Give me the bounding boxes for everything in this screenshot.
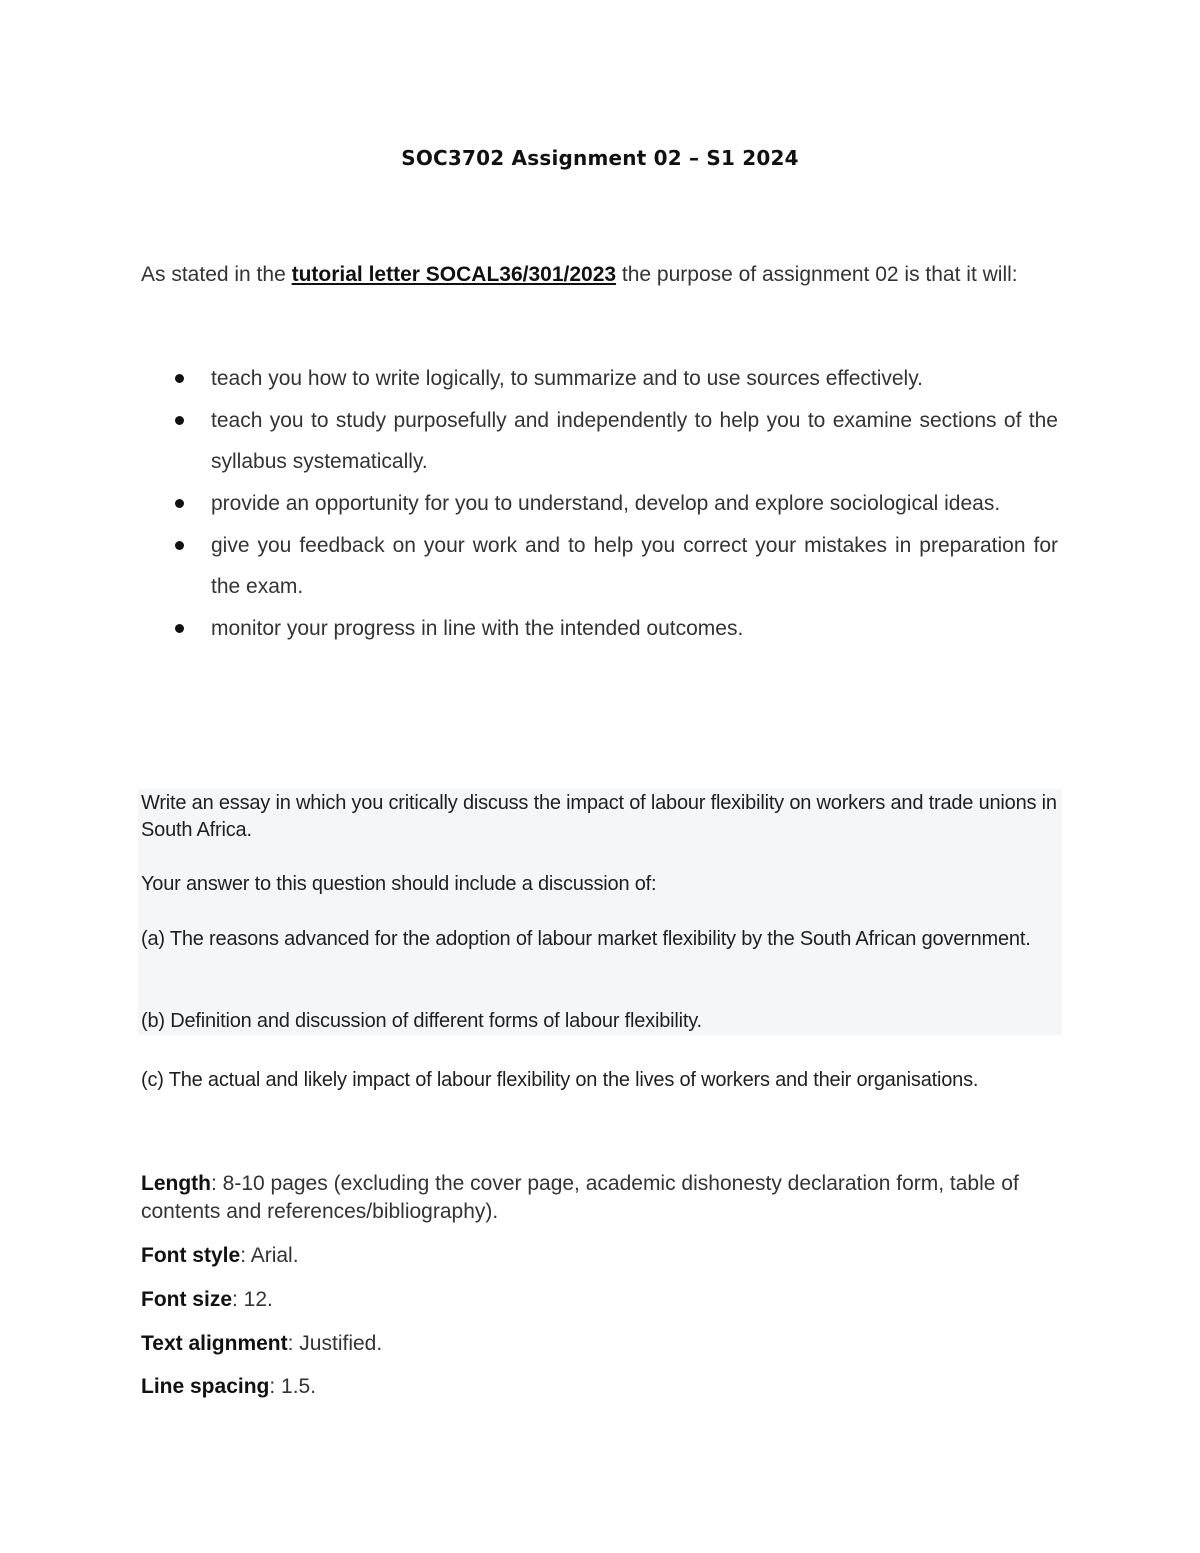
requirement-value: : Justified. xyxy=(287,1332,383,1355)
list-item: teach you how to write logically, to summarize and to use sources effectively. xyxy=(141,358,1058,399)
tutorial-letter-reference: tutorial letter SOCAL36/301/2023 xyxy=(291,263,617,286)
document-title: SOC3702 Assignment 02 – S1 2024 xyxy=(401,146,799,170)
requirement-label: Line spacing xyxy=(141,1375,270,1398)
requirement-label: Text alignment xyxy=(141,1332,288,1355)
question-part-c: (c) The actual and likely impact of labour flexibility on the lives of workers and their organisations. xyxy=(141,1069,979,1091)
requirement-label: Font style xyxy=(141,1244,241,1267)
requirement-value: : 12. xyxy=(232,1288,273,1311)
list-item: give you feedback on your work and to help you correct your mistakes in preparation for the exam. xyxy=(141,525,1058,607)
bullet-icon xyxy=(175,374,184,383)
intro-text-before: As stated in the xyxy=(141,263,292,286)
question-part-a: (a) The reasons advanced for the adoption of labour market flexibility by the South African government. xyxy=(141,928,1031,950)
list-item: provide an opportunity for you to understand, develop and explore sociological ideas. xyxy=(141,483,1058,524)
requirement-line-spacing xyxy=(141,1373,1058,1401)
question-prompt: Write an essay in which you critically discuss the impact of labour flexibility on workers and trade unions in South Africa. xyxy=(141,792,1057,841)
intro-text-after: the purpose of assignment 02 is that it will: xyxy=(616,263,1018,286)
question-instruction: Your answer to this question should include a discussion of: xyxy=(141,873,657,895)
requirement-length xyxy=(141,1170,1058,1226)
list-item: teach you to study purposefully and independently to help you to examine sections of the syllabus systematically. xyxy=(141,400,1058,482)
requirement-value: : 8-10 pages (excluding the cover page, academic dishonesty declaration form, table of contents and references/bibliography). xyxy=(141,1172,1019,1223)
purpose-list xyxy=(141,358,1058,650)
requirement-font-size xyxy=(141,1286,1058,1314)
bullet-icon xyxy=(175,541,184,550)
intro-paragraph xyxy=(141,254,1058,295)
requirement-label: Length xyxy=(141,1172,211,1195)
bullet-icon xyxy=(175,624,184,633)
requirement-value: : 1.5. xyxy=(269,1375,317,1398)
requirement-text-alignment xyxy=(141,1330,1058,1358)
requirement-value: : Arial. xyxy=(240,1244,299,1267)
question-part-b: (b) Definition and discussion of different forms of labour flexibility. xyxy=(141,1010,702,1032)
bullet-icon xyxy=(175,499,184,508)
requirement-font-style xyxy=(141,1242,1058,1270)
requirement-label: Font size xyxy=(141,1288,233,1311)
list-item: monitor your progress in line with the intended outcomes. xyxy=(141,608,1058,649)
bullet-icon xyxy=(175,416,184,425)
